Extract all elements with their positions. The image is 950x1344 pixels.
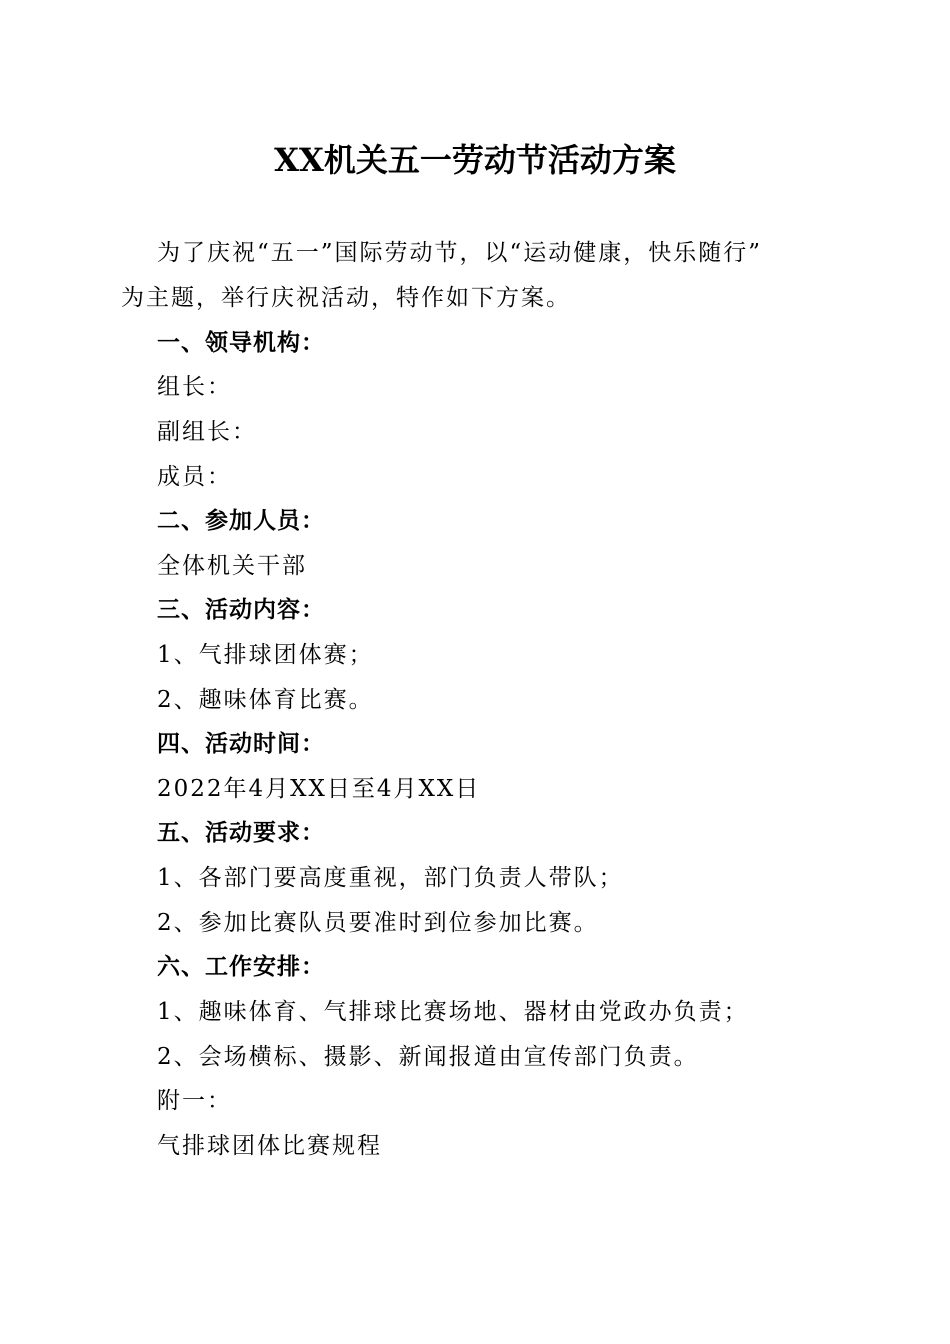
list-item-requirement-2: 2、参加比赛队员要准时到位参加比赛。 [157,910,599,936]
list-item-arrangement-1: 1、趣味体育、气排球比赛场地、器材由党政办负责； [157,999,749,1025]
list-item-activity-2: 2、趣味体育比赛。 [157,687,374,713]
section-heading-requirements: 五、活动要求： [157,820,325,846]
section-heading-leadership: 一、领导机构： [157,330,325,356]
list-item-activity-1: 1、气排球团体赛； [157,642,374,668]
intro-paragraph-line-2: 为主题，举行庆祝活动，特作如下方案。 [121,285,571,311]
list-item-date-range: 2022年4月XX日至4月XX日 [157,776,481,802]
section-heading-activities: 三、活动内容： [157,597,325,623]
appendix-label: 附一： [157,1088,232,1114]
list-item-participants: 全体机关干部 [157,553,307,579]
list-item-requirement-1: 1、各部门要高度重视，部门负责人带队； [157,865,624,891]
document-title: XX机关五一劳动节活动方案 [274,141,676,179]
section-heading-participants: 二、参加人员： [157,508,325,534]
appendix-title: 气排球团体比赛规程 [157,1133,382,1159]
list-item-deputy-leader: 副组长： [157,419,257,445]
intro-paragraph-line-1: 为了庆祝“五一”国际劳动节，以“运动健康，快乐随行” [157,240,763,266]
section-heading-time: 四、活动时间： [157,731,325,757]
section-heading-arrangement: 六、工作安排： [157,954,325,980]
list-item-members: 成员： [157,464,232,490]
list-item-arrangement-2: 2、会场横标、摄影、新闻报道由宣传部门负责。 [157,1044,699,1070]
list-item-group-leader: 组长： [157,374,232,400]
